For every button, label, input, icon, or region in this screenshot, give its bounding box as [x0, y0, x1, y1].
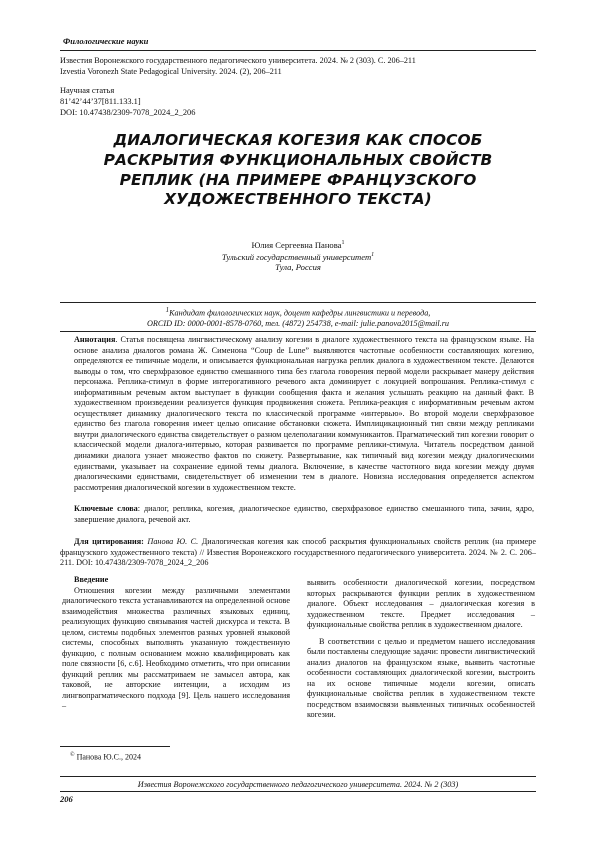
- article-type: Научная статья: [60, 86, 114, 97]
- author-university-line: [60, 250, 536, 263]
- affiliation-sup: 1: [166, 307, 169, 314]
- title-line: ХУДОЖЕСТВЕННОГО ТЕКСТА): [60, 190, 536, 210]
- udc-code: 81’42’44’37[811.133.1]: [60, 97, 141, 108]
- intro-paragraph-continued: выявить особенности диалогической когезии, посредством которых раскрываются функции реплик в художественном диалоге. Объект исследования – диалогическая когезия в художественном тексте. Предмет исследования – функциональные свойства реплик в художественном диалоге.: [307, 578, 535, 631]
- section-label: Филологические науки: [63, 36, 148, 46]
- intro-paragraph-2: В соответствии с целью и предметом нашего исследования были поставлены следующие задачи: провести лингвистический анализ диалогов на французском языке, выявить частотные особенности составляющих диалогической когезии, выстроить на их основе типичные модели когезии, описать функциональные свойства реплик в художественном тексте посредством взаимосвязи выявленных типичных особенностей когезии.: [307, 637, 535, 721]
- affiliation-rule-top: [60, 302, 536, 303]
- keywords: [74, 504, 534, 525]
- column-right: [307, 578, 535, 721]
- for-citation: Для цитирования: Панова Ю. С. Диалогическая когезия как способ раскрытия функциональных свойств реплик (на примере французского художественного текста) // Известия Воронежского государственного педагогического университета. 2024. № 2. С. 206–211. DOI: 10.47438/2309-7078_2024_2_206: [60, 537, 536, 569]
- article-title: [60, 131, 536, 210]
- university-sup: 1: [371, 252, 374, 258]
- footer-rule: [60, 776, 536, 777]
- for-citation-label: Для цитирования: [74, 537, 141, 546]
- intro-paragraph-1: Отношения когезии между различными элементами диалогического текста устанавливаются на определенной основе взаимодействия множества различных языковых единиц, реализующих функцию связывания частей дискурса и текста. В целом, системы подобных элементов разных уровней языковой системы, способных выполнять указанную тождественную функцию, с полным основанием можно квалифицировать как поле связности [6, с.6]. Необходимо отметить, что при описании функций реплик мы рассматриваем не замысел автора, как таковой, не авторские интенции, а исходим из лингвопрагматического подхода [9]. Цель нашего исследования –: [62, 586, 290, 712]
- affiliation-line-2: ORCID ID: 0000-0001-8578-0760, тел. (4872) 254738, e-mail: julie.panova2015@mail.ru: [60, 319, 536, 330]
- footnote: [70, 752, 141, 762]
- citation-ru: Известия Воронежского государственного педагогического университета. 2024. № 2 (303). С. 206–211: [60, 55, 416, 66]
- column-left: [62, 575, 290, 712]
- article-page: [0, 0, 600, 848]
- author-sup: 1: [342, 240, 345, 246]
- footnote-rule: [60, 746, 170, 747]
- affiliation-line-1: Кандидат филологических наук, доцент кафедры лингвистики и перевода,: [169, 309, 430, 318]
- author-university: Тульский государственный университет: [222, 252, 371, 262]
- page-number: 206: [60, 794, 73, 804]
- footer-journal: Известия Воронежского государственного педагогического университета. 2024. № 2 (303): [60, 780, 536, 789]
- header-rule: [60, 50, 536, 51]
- for-citation-authors: Панова Ю. С.: [147, 537, 198, 546]
- title-line: ДИАЛОГИЧЕСКАЯ КОГЕЗИЯ КАК СПОСОБ: [60, 131, 536, 151]
- keywords-text: : диалог, реплика, когезия, диалогическое единство, сверхфразовое единство смешанного типа, зачин, ядро, завершение диалога, речевой акт.: [74, 504, 534, 524]
- page-number-rule: [60, 791, 536, 792]
- keywords-label: Ключевые слова: [74, 504, 138, 513]
- abstract-text: . Статья посвящена лингвистическому анализу когезии в диалоге художественного текста на французском языке. На основе анализа диалогов романа Ж. Сименона “Coup de Lune” выявляются частотные особенности составляющих когезию, определяются ее типичные модели, и описывается функциональная нагрузка реплик диалога в художественном тексте. Делаются выводы о том, что сверхфразовое единство смешанного типа без глагола говорения первой модели раскрывает манеру действия персонажа. Реплика-стимул в форме интерогативного речевого акта доминирует с локуцией вопрошания. Реплика-стимул с информативным речевым актом выступает в функции сообщения факта и желания услышать реакцию на данный факт. В художественном произведении реализуется функция продвижения сюжета. Реплика-реакция с информативным речевым актом осуществляет динамику диалогического текста по классической программе «интервью». Во второй модели сверхфразовое единство без глагола говорения имеет целью описание обстановки сюжета. Имплицикационный тип связи между репликами внутри диалогического единства свидетельствует о разном целеполагании коммуникантов. Прагматический тип когезии говорит о классической модели диалога-интервью, которая развивается по программе реплики-стимула. Читатель посредством данной динамики диалога узнает множество фактов по сюжету. Развертывание, как типичный вид когезии между диалогическими единствами, указывает на сохранение единой темы диалога. Включение, в качестве частотного вида когезии между двумя диалогическими единствами, свидетельствует об изменении тем в диалоге. Новизна исследования определяется аспектом рассмотрения диалогической когезии в художественном тексте.: [74, 335, 534, 492]
- author-name: Юлия Сергеевна Панова: [252, 240, 342, 250]
- doi-line: DOI: 10.47438/2309-7078_2024_2_206: [60, 108, 195, 119]
- author-city: Тула, Россия: [60, 262, 536, 273]
- title-line: РАСКРЫТИЯ ФУНКЦИОНАЛЬНЫХ СВОЙСТВ: [60, 151, 536, 171]
- title-line: РЕПЛИК (НА ПРИМЕРЕ ФРАНЦУЗСКОГО: [60, 171, 536, 191]
- affiliation-rule-bottom: [60, 331, 536, 332]
- intro-heading: Введение: [62, 575, 290, 586]
- copyright-symbol: ©: [70, 752, 75, 758]
- abstract-label: Аннотация: [74, 335, 115, 344]
- footnote-text: Панова Ю.С., 2024: [77, 753, 141, 762]
- affiliation-block: [60, 306, 536, 330]
- abstract: [74, 335, 534, 493]
- author-name-line: [60, 238, 536, 251]
- for-citation-text: Диалогическая когезия как способ раскрытия функциональных свойств реплик (на примере французского художественного текста) // Известия Воронежского государственного педагогического университета. 2024. № 2. С. 206–211. DOI: 10.47438/2309-7078_2024_2_206: [60, 537, 536, 567]
- citation-en: Izvestia Voronezh State Pedagogical University. 2024. (2), 206–211: [60, 66, 282, 77]
